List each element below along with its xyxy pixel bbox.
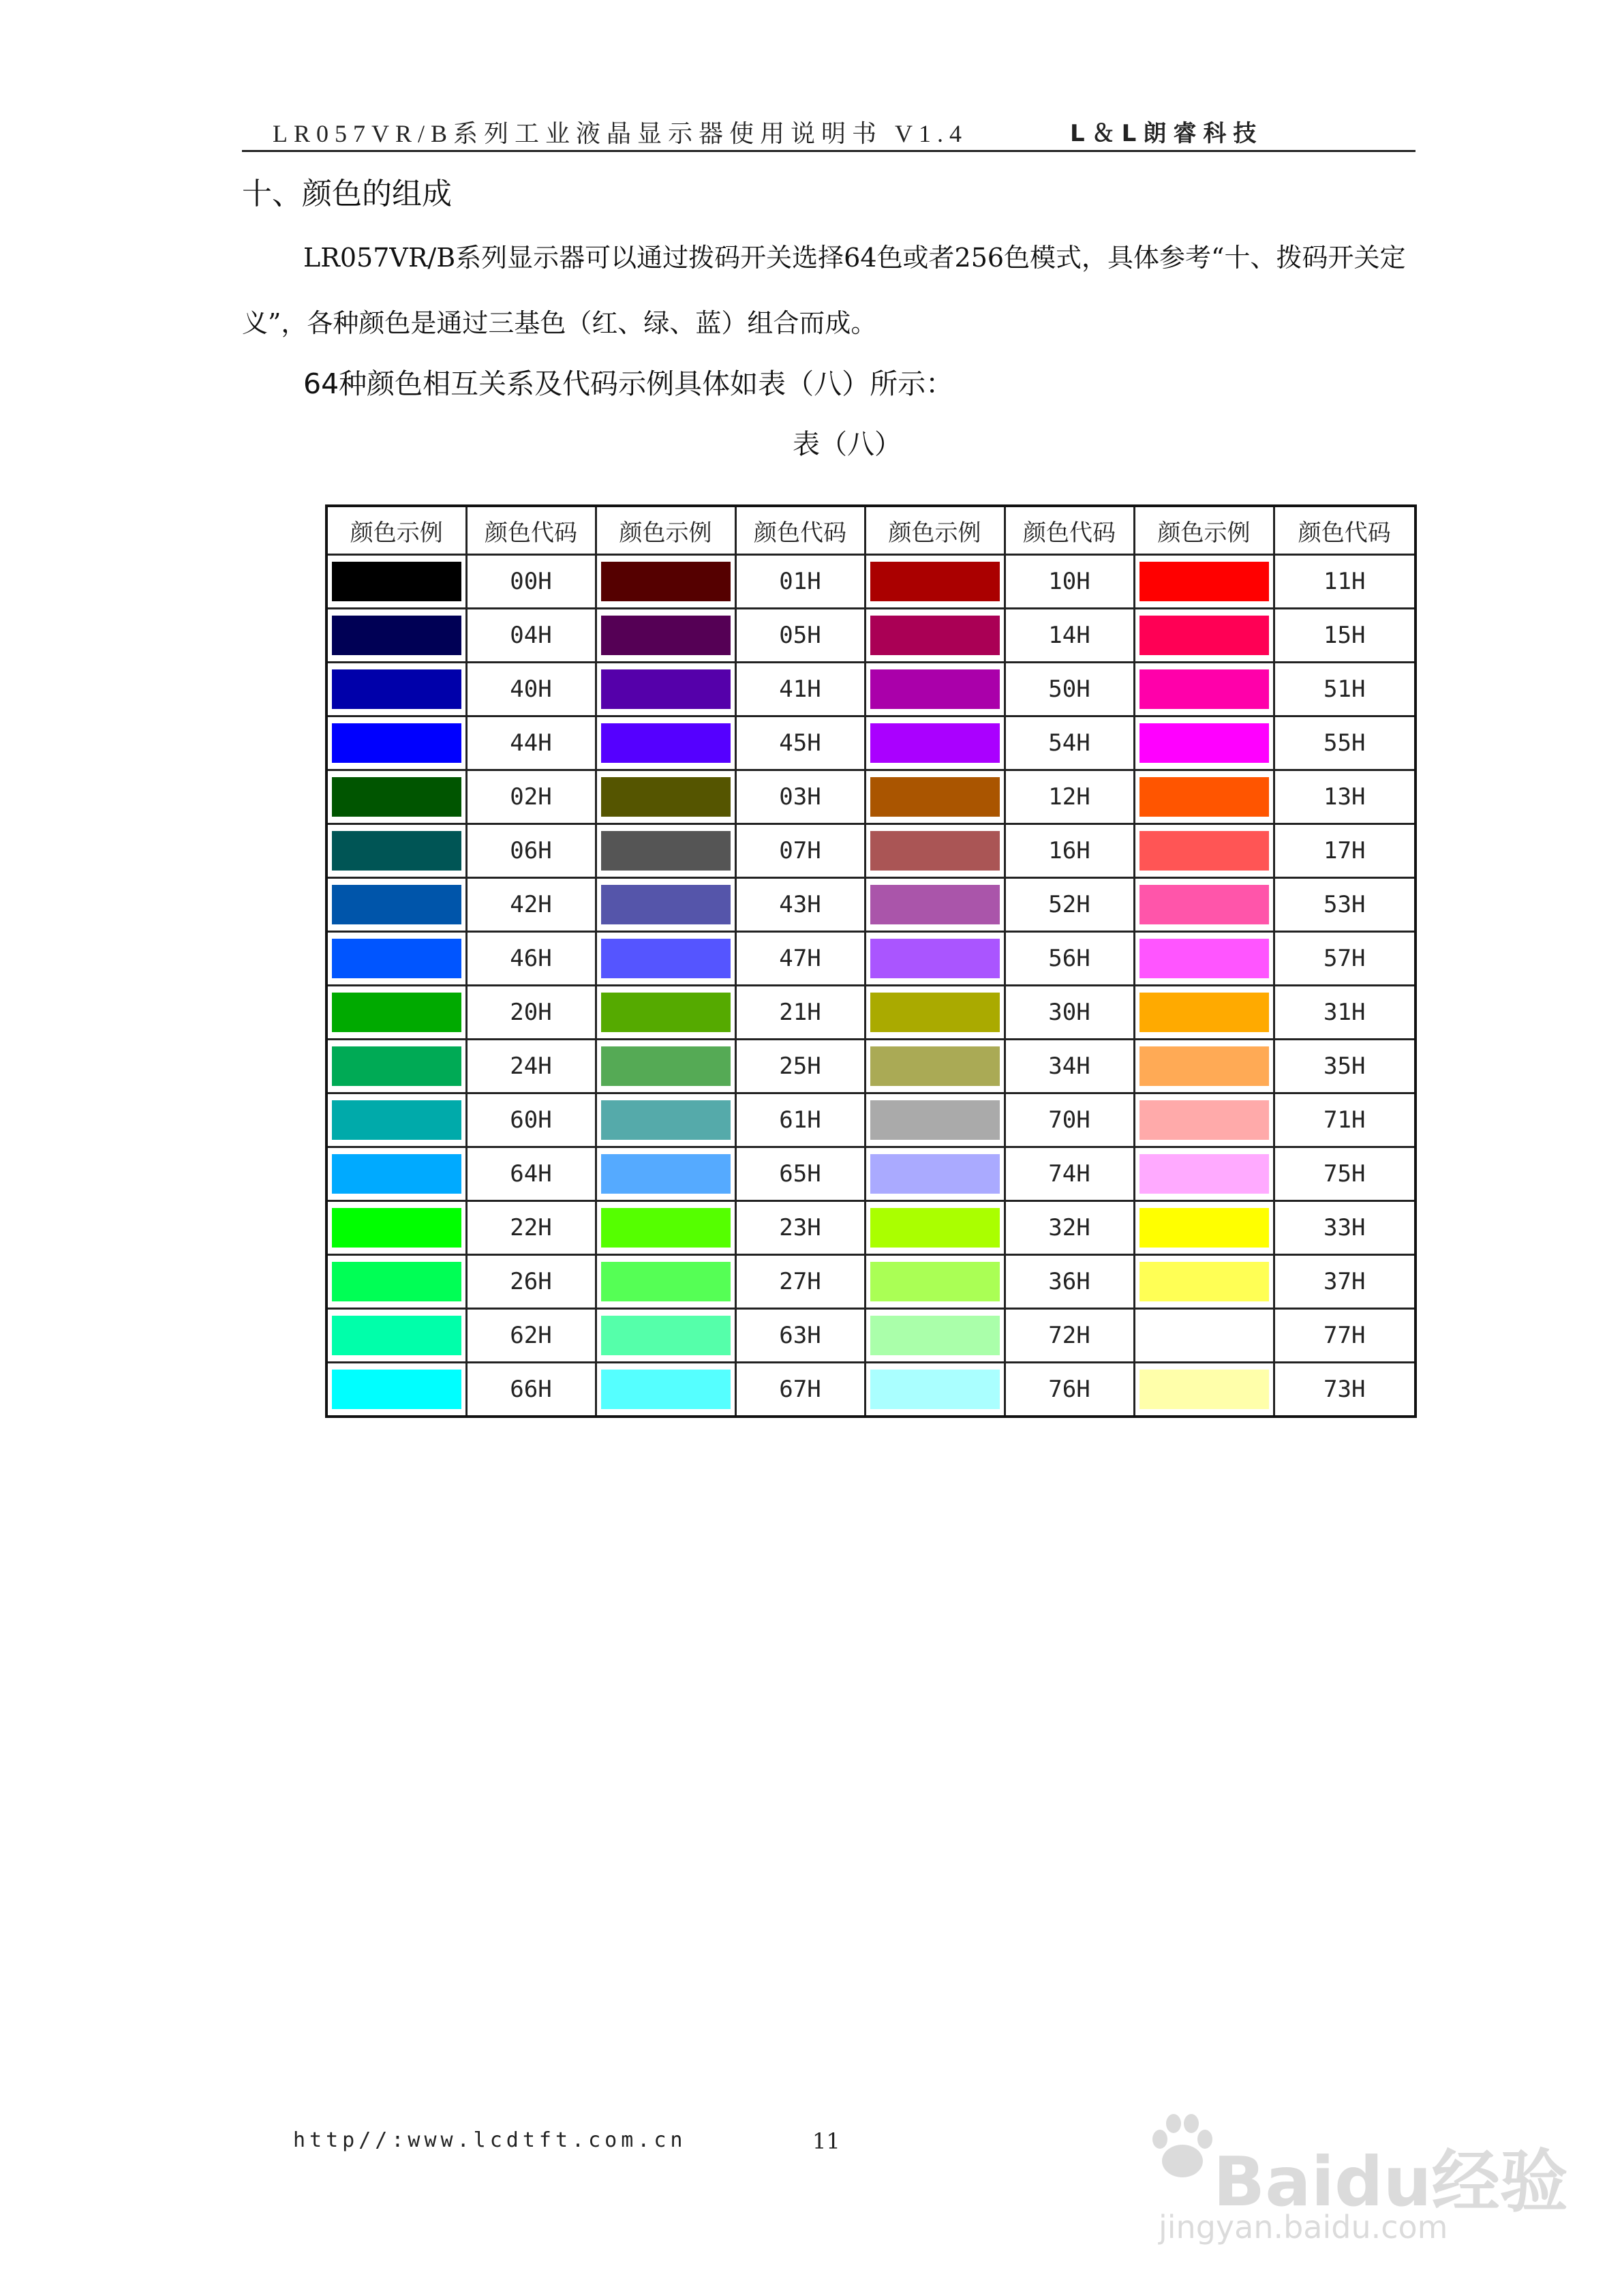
color-swatch: [332, 669, 461, 709]
color-swatch-cell: [326, 1147, 466, 1201]
color-swatch: [601, 885, 731, 924]
color-code-cell: 60H: [466, 1093, 596, 1147]
color-swatch: [870, 1370, 1000, 1409]
color-swatch: [601, 1046, 731, 1086]
color-swatch-cell: [596, 609, 735, 663]
color-swatch-cell: [596, 716, 735, 770]
color-code-cell: 64H: [466, 1147, 596, 1201]
color-swatch-cell: [326, 663, 466, 716]
color-code-cell: 15H: [1274, 609, 1416, 663]
color-swatch-cell: [326, 1093, 466, 1147]
color-code-cell: 22H: [466, 1201, 596, 1255]
color-swatch-cell: [326, 824, 466, 878]
color-swatch-cell: [1134, 663, 1274, 716]
color-swatch: [601, 669, 731, 709]
color-swatch-cell: [1134, 1040, 1274, 1093]
color-code-cell: 56H: [1005, 932, 1134, 986]
header-color-code: 颜色代码: [735, 506, 865, 555]
color-swatch-cell: [326, 878, 466, 932]
color-swatch: [332, 993, 461, 1032]
header-color-code: 颜色代码: [466, 506, 596, 555]
color-code-cell: 71H: [1274, 1093, 1416, 1147]
color-swatch: [601, 1100, 731, 1140]
color-code-cell: 36H: [1005, 1255, 1134, 1309]
color-swatch-cell: [1134, 1309, 1274, 1363]
color-code-cell: 73H: [1274, 1363, 1416, 1417]
color-code-cell: 31H: [1274, 986, 1416, 1040]
header-color-sample: 颜色示例: [596, 506, 735, 555]
color-swatch: [332, 777, 461, 817]
table-row: [326, 1201, 1416, 1255]
color-code-cell: 12H: [1005, 770, 1134, 824]
color-code-cell: 02H: [466, 770, 596, 824]
color-code-cell: 61H: [735, 1093, 865, 1147]
color-swatch: [332, 1370, 461, 1409]
table-row: [326, 1255, 1416, 1309]
header-color-sample: 颜色示例: [326, 506, 466, 555]
color-swatch-cell: [326, 609, 466, 663]
watermark-brand: Baidu经验: [1213, 2142, 1568, 2222]
header-color-sample: 颜色示例: [865, 506, 1005, 555]
color-swatch-cell: [1134, 1093, 1274, 1147]
color-code-cell: 21H: [735, 986, 865, 1040]
color-code-cell: 74H: [1005, 1147, 1134, 1201]
color-swatch: [332, 1262, 461, 1301]
color-swatch-cell: [596, 1093, 735, 1147]
color-swatch-cell: [596, 555, 735, 609]
color-swatch-cell: [1134, 1147, 1274, 1201]
color-swatch: [1139, 723, 1269, 763]
color-code-cell: 27H: [735, 1255, 865, 1309]
color-swatch-cell: [865, 716, 1005, 770]
table-row: [326, 1309, 1416, 1363]
table-caption: 表（八）: [793, 429, 902, 460]
color-swatch: [601, 1262, 731, 1301]
color-code-cell: 10H: [1005, 555, 1134, 609]
table-row: [326, 770, 1416, 824]
color-swatch: [870, 723, 1000, 763]
table-row: [326, 716, 1416, 770]
color-swatch-cell: [865, 878, 1005, 932]
color-swatch-cell: [596, 1201, 735, 1255]
color-swatch: [1139, 1046, 1269, 1086]
color-swatch: [1139, 1262, 1269, 1301]
color-code-cell: 05H: [735, 609, 865, 663]
color-swatch-cell: [1134, 1201, 1274, 1255]
color-code-cell: 26H: [466, 1255, 596, 1309]
color-swatch-cell: [326, 1255, 466, 1309]
color-swatch-cell: [865, 986, 1005, 1040]
table-intro: 64种颜色相互关系及代码示例具体如表（八）所示：: [303, 367, 954, 400]
table-row: [326, 663, 1416, 716]
color-swatch: [1139, 1100, 1269, 1140]
color-swatch: [332, 1154, 461, 1194]
header-company: L＆L朗睿科技: [1070, 120, 1264, 147]
color-swatch-cell: [865, 1147, 1005, 1201]
color-code-cell: 35H: [1274, 1040, 1416, 1093]
color-code-cell: 66H: [466, 1363, 596, 1417]
color-swatch: [870, 562, 1000, 601]
table-row: [326, 932, 1416, 986]
color-code-cell: 70H: [1005, 1093, 1134, 1147]
color-swatch: [601, 1154, 731, 1194]
color-code-cell: 46H: [466, 932, 596, 986]
color-swatch: [601, 723, 731, 763]
color-code-cell: 55H: [1274, 716, 1416, 770]
color-swatch-cell: [1134, 824, 1274, 878]
color-swatch: [1139, 616, 1269, 655]
color-code-cell: 17H: [1274, 824, 1416, 878]
color-swatch: [870, 993, 1000, 1032]
color-swatch: [870, 616, 1000, 655]
color-swatch-cell: [326, 770, 466, 824]
color-swatch: [332, 616, 461, 655]
color-code-cell: 30H: [1005, 986, 1134, 1040]
color-swatch: [870, 1208, 1000, 1248]
color-swatch: [870, 885, 1000, 924]
color-code-cell: 77H: [1274, 1309, 1416, 1363]
color-code-cell: 72H: [1005, 1309, 1134, 1363]
color-swatch: [601, 993, 731, 1032]
color-swatch-cell: [596, 663, 735, 716]
color-code-cell: 51H: [1274, 663, 1416, 716]
color-swatch-cell: [326, 986, 466, 1040]
color-swatch: [870, 777, 1000, 817]
color-swatch-cell: [596, 1147, 735, 1201]
watermark-domain: jingyan.baidu.com: [1159, 2209, 1448, 2246]
color-code-cell: 76H: [1005, 1363, 1134, 1417]
color-code-cell: 75H: [1274, 1147, 1416, 1201]
color-swatch-cell: [1134, 1255, 1274, 1309]
color-swatch-cell: [326, 555, 466, 609]
color-swatch-cell: [596, 986, 735, 1040]
color-swatch-cell: [865, 1255, 1005, 1309]
color-swatch-cell: [596, 932, 735, 986]
color-swatch: [332, 723, 461, 763]
color-swatch: [601, 1370, 731, 1409]
color-code-cell: 44H: [466, 716, 596, 770]
color-code-cell: 23H: [735, 1201, 865, 1255]
paw-icon: [1145, 2106, 1220, 2188]
color-swatch: [332, 1208, 461, 1248]
color-swatch-cell: [865, 609, 1005, 663]
color-code-cell: 50H: [1005, 663, 1134, 716]
color-code-cell: 43H: [735, 878, 865, 932]
watermark: [1145, 2106, 1568, 2256]
color-code-cell: 45H: [735, 716, 865, 770]
color-swatch: [1139, 1370, 1269, 1409]
color-swatch: [870, 1154, 1000, 1194]
table-row: [326, 1147, 1416, 1201]
color-swatch: [601, 562, 731, 601]
color-swatch: [1139, 1316, 1269, 1355]
header-color-sample: 颜色示例: [1134, 506, 1274, 555]
color-swatch: [1139, 831, 1269, 871]
color-code-cell: 11H: [1274, 555, 1416, 609]
color-swatch-cell: [865, 1093, 1005, 1147]
color-swatch: [870, 1100, 1000, 1140]
color-swatch: [332, 1316, 461, 1355]
color-code-cell: 33H: [1274, 1201, 1416, 1255]
page-number: 11: [812, 2128, 840, 2154]
header-color-code: 颜色代码: [1274, 506, 1416, 555]
color-swatch-cell: [326, 716, 466, 770]
color-swatch-cell: [1134, 986, 1274, 1040]
table-row: [326, 1093, 1416, 1147]
color-swatch-cell: [1134, 932, 1274, 986]
color-swatch-cell: [326, 1363, 466, 1417]
color-swatch-cell: [865, 1309, 1005, 1363]
color-swatch: [1139, 939, 1269, 978]
color-swatch-cell: [865, 824, 1005, 878]
color-swatch: [870, 939, 1000, 978]
color-code-cell: 53H: [1274, 878, 1416, 932]
color-swatch-cell: [326, 1040, 466, 1093]
table-row: [326, 824, 1416, 878]
color-swatch-cell: [865, 555, 1005, 609]
color-code-cell: 57H: [1274, 932, 1416, 986]
body-paragraph: LR057VR/B系列显示器可以通过拨码开关选择64色或者256色模式，具体参考“十、拨码开关定义”，各种颜色是通过三基色（红、绿、蓝）组合而成。: [242, 243, 1406, 338]
table-row: [326, 1363, 1416, 1417]
table-row: [326, 1040, 1416, 1093]
table-row: [326, 555, 1416, 609]
color-code-cell: 14H: [1005, 609, 1134, 663]
color-swatch: [332, 885, 461, 924]
color-swatch: [601, 1316, 731, 1355]
color-code-cell: 24H: [466, 1040, 596, 1093]
color-code-cell: 63H: [735, 1309, 865, 1363]
color-swatch-cell: [1134, 716, 1274, 770]
color-swatch: [870, 669, 1000, 709]
color-code-cell: 00H: [466, 555, 596, 609]
table-row: [326, 609, 1416, 663]
color-swatch: [870, 1046, 1000, 1086]
color-swatch-cell: [865, 1363, 1005, 1417]
color-code-table: [325, 504, 1417, 1418]
color-code-cell: 65H: [735, 1147, 865, 1201]
color-swatch: [870, 1262, 1000, 1301]
table-header-row: [326, 506, 1416, 555]
color-swatch: [601, 939, 731, 978]
color-code-cell: 01H: [735, 555, 865, 609]
color-code-cell: 06H: [466, 824, 596, 878]
color-swatch-cell: [596, 1363, 735, 1417]
color-swatch-cell: [596, 1040, 735, 1093]
color-swatch: [601, 616, 731, 655]
color-code-cell: 03H: [735, 770, 865, 824]
color-swatch: [1139, 885, 1269, 924]
color-swatch: [332, 831, 461, 871]
header-divider: [242, 150, 1416, 152]
color-code-cell: 41H: [735, 663, 865, 716]
color-code-cell: 04H: [466, 609, 596, 663]
color-swatch-cell: [865, 1040, 1005, 1093]
table-row: [326, 986, 1416, 1040]
color-code-cell: 62H: [466, 1309, 596, 1363]
color-swatch: [601, 1208, 731, 1248]
color-code-cell: 52H: [1005, 878, 1134, 932]
color-swatch-cell: [1134, 609, 1274, 663]
color-code-cell: 20H: [466, 986, 596, 1040]
color-swatch-cell: [1134, 770, 1274, 824]
color-swatch: [1139, 562, 1269, 601]
color-swatch-cell: [1134, 1363, 1274, 1417]
header-doc-title: LR057VR/B系列工业液晶显示器使用说明书 V1.4: [273, 120, 968, 147]
color-swatch: [870, 1316, 1000, 1355]
color-code-cell: 40H: [466, 663, 596, 716]
color-swatch-cell: [596, 1309, 735, 1363]
color-swatch: [601, 777, 731, 817]
color-code-cell: 25H: [735, 1040, 865, 1093]
color-code-cell: 13H: [1274, 770, 1416, 824]
color-code-cell: 16H: [1005, 824, 1134, 878]
color-swatch-cell: [1134, 555, 1274, 609]
color-code-cell: 47H: [735, 932, 865, 986]
color-swatch-cell: [865, 770, 1005, 824]
color-code-cell: 54H: [1005, 716, 1134, 770]
color-code-cell: 67H: [735, 1363, 865, 1417]
section-title: 十、颜色的组成: [242, 177, 452, 211]
color-swatch-cell: [865, 663, 1005, 716]
color-code-cell: 07H: [735, 824, 865, 878]
color-swatch-cell: [596, 770, 735, 824]
color-swatch: [1139, 777, 1269, 817]
footer-url: http//:www.lcdtft.com.cn: [293, 2128, 687, 2152]
color-swatch-cell: [596, 1255, 735, 1309]
color-code-cell: 32H: [1005, 1201, 1134, 1255]
color-swatch: [1139, 669, 1269, 709]
color-swatch: [870, 831, 1000, 871]
color-swatch-cell: [326, 932, 466, 986]
color-code-cell: 34H: [1005, 1040, 1134, 1093]
color-swatch-cell: [596, 824, 735, 878]
color-swatch: [332, 1100, 461, 1140]
table-body: [326, 555, 1416, 1417]
color-swatch: [1139, 1154, 1269, 1194]
color-swatch: [332, 1046, 461, 1086]
color-swatch: [1139, 1208, 1269, 1248]
color-code-cell: 42H: [466, 878, 596, 932]
color-swatch: [332, 562, 461, 601]
color-swatch: [332, 939, 461, 978]
color-code-cell: 37H: [1274, 1255, 1416, 1309]
color-swatch: [1139, 993, 1269, 1032]
color-swatch-cell: [326, 1309, 466, 1363]
header-color-code: 颜色代码: [1005, 506, 1134, 555]
color-swatch-cell: [1134, 878, 1274, 932]
color-swatch-cell: [865, 1201, 1005, 1255]
color-swatch-cell: [326, 1201, 466, 1255]
color-swatch: [601, 831, 731, 871]
color-swatch-cell: [596, 878, 735, 932]
table-row: [326, 878, 1416, 932]
color-swatch-cell: [865, 932, 1005, 986]
